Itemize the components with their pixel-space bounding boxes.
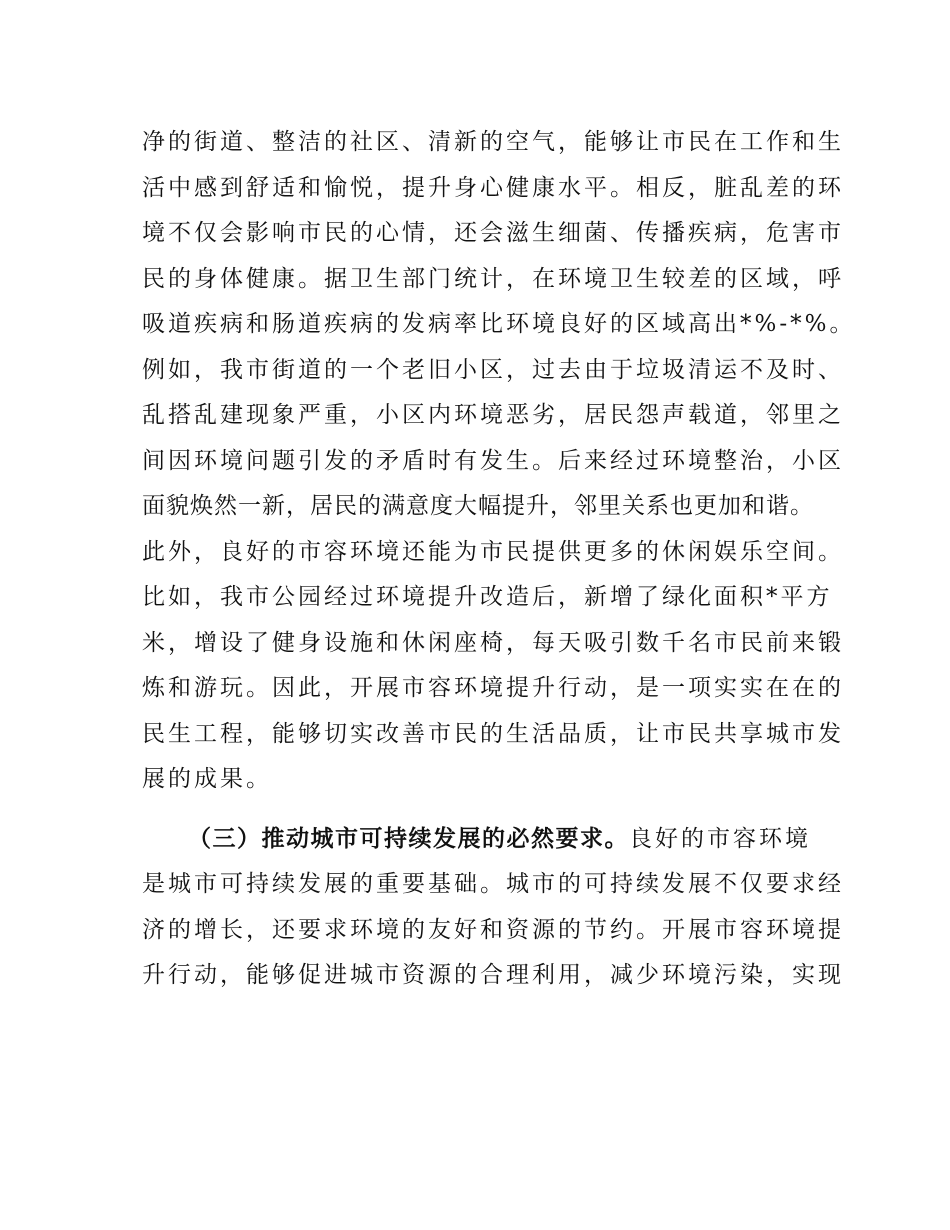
text-line-with-heading: [142, 817, 822, 863]
text-line: 升行动，能够促进城市资源的合理利用，减少环境污染，实现: [142, 962, 844, 988]
text-line: 是城市可持续发展的重要基础。城市的可持续发展不仅要求经: [142, 871, 844, 897]
text-line: 炼和游玩。因此，开展市容环境提升行动，是一项实实在在的: [142, 675, 844, 701]
text-line: 活中感到舒适和愉悦，提升身心健康水平。相反，脏乱差的环: [142, 174, 844, 201]
text-line: 净的街道、整洁的社区、清新的空气，能够让市民在工作和生: [142, 129, 844, 155]
paragraph-gap: [142, 803, 822, 817]
text-line: 济的增长，还要求环境的友好和资源的节约。开展市容环境提: [142, 916, 844, 943]
text-line: 比如，我市公园经过环境提升改造后，新增了绿化面积*平方: [142, 584, 833, 610]
paragraph-1: [142, 120, 856, 803]
paragraph-2: [142, 817, 844, 999]
text-line: 此外，良好的市容环境还能为市民提供更多的休闲娱乐空间。: [142, 538, 844, 565]
text-line: 乱搭乱建现象严重，小区内环境恶劣，居民怨声载道，邻里之: [142, 402, 844, 428]
heading-line-rest: 良好的市容环境: [629, 825, 811, 852]
text-line: 米，增设了健身设施和休闲座椅，每天吸引数千名市民前来锻: [142, 629, 844, 656]
text-line: 民的身体健康。据卫生部门统计，在环境卫生较差的区域，呼: [142, 265, 844, 292]
document-body: [142, 120, 856, 999]
text-line: 展的成果。: [142, 766, 272, 792]
text-line: 间因环境问题引发的矛盾时有发生。后来经过环境整治，小区: [142, 447, 844, 474]
text-line: 境不仅会影响市民的心情，还会滋生细菌、传播疾病，危害市: [142, 220, 844, 246]
section-heading: （三）推动城市可持续发展的必然要求。: [188, 825, 629, 852]
text-line: 例如，我市街道的一个老旧小区，过去由于垃圾清运不及时、: [142, 356, 844, 383]
text-line: 吸道疾病和肠道疾病的发病率比环境良好的区域高出*%-*%。: [142, 311, 856, 337]
text-line: 民生工程，能够切实改善市民的生活品质，让市民共享城市发: [142, 720, 844, 747]
text-line: 面貌焕然一新，居民的满意度大幅提升，邻里关系也更加和谐。: [142, 493, 814, 519]
